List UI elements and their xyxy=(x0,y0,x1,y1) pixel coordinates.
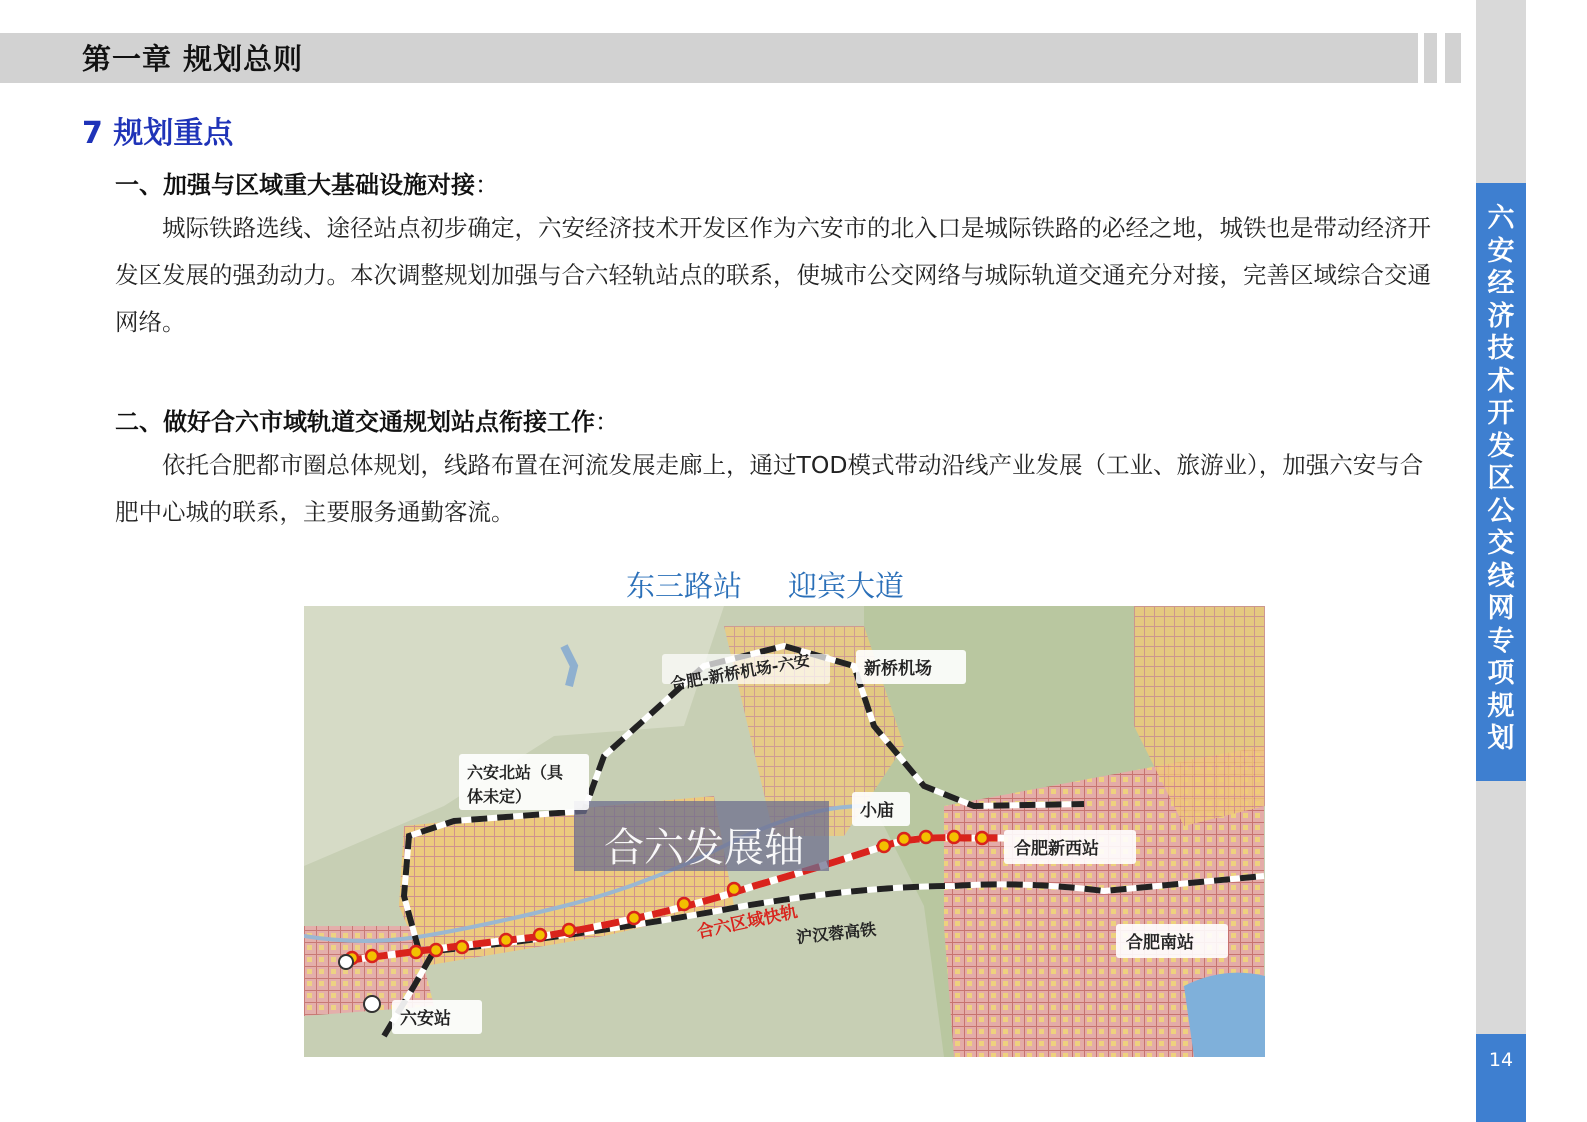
station-marker xyxy=(976,832,988,844)
sidebar-title-char: 技 xyxy=(1487,333,1515,364)
luan-north-label-2: 体未定） xyxy=(467,787,532,806)
point-1-heading-text: 一、加强与区域重大基础设施对接 xyxy=(115,171,475,199)
luan-north-label-1: 六安北站（具 xyxy=(467,763,564,782)
sidebar-title-char: 区 xyxy=(1487,463,1515,494)
sidebar-title-char: 发 xyxy=(1487,430,1515,462)
sidebar-title-char: 济 xyxy=(1487,300,1515,332)
station-marker xyxy=(410,946,422,958)
station-marker xyxy=(948,831,960,843)
point-1-heading xyxy=(115,165,499,200)
caption-station-2: 迎宾大道 xyxy=(788,569,905,603)
header-stripe xyxy=(1424,33,1437,83)
sidebar-title-char: 安 xyxy=(1487,235,1515,267)
chaohu-lake xyxy=(1184,973,1265,1057)
sidebar-document-title xyxy=(1476,183,1526,781)
sidebar-title-char: 交 xyxy=(1487,528,1515,559)
sidebar-title-char: 项 xyxy=(1487,658,1515,689)
xinqiao-line-label: 合肥-新桥机场-六安 xyxy=(668,650,812,694)
station-marker xyxy=(628,912,640,924)
point-1-colon: ： xyxy=(475,171,499,199)
rail-map xyxy=(304,606,1265,1057)
sidebar-top-band xyxy=(1476,0,1526,183)
sidebar-title-char: 公 xyxy=(1487,495,1515,527)
chapter-title: 第一章 规划总则 xyxy=(82,42,304,76)
station-marker xyxy=(456,941,468,953)
station-marker xyxy=(534,929,546,941)
hefei-south-label: 合肥南站 xyxy=(1126,933,1194,953)
sidebar-title-char: 术 xyxy=(1487,365,1515,397)
station-marker xyxy=(728,883,740,895)
luan-station-icon xyxy=(364,996,380,1012)
map-caption xyxy=(626,564,950,605)
station-marker xyxy=(678,898,690,910)
header-stripe xyxy=(1445,33,1461,83)
sidebar-title-char: 专 xyxy=(1487,625,1515,657)
axis-label: 合六发展轴 xyxy=(604,825,804,871)
point-2-heading-text: 二、做好合六市域轨道交通规划站点衔接工作 xyxy=(115,408,595,436)
sidebar-title-char: 六 xyxy=(1487,203,1515,234)
huhan-rail-label: 沪汉蓉高铁 xyxy=(795,919,877,947)
hefei-xixi-label: 合肥新西站 xyxy=(1014,839,1099,859)
page-number: 14 xyxy=(1476,1034,1526,1122)
sidebar-title-char: 开 xyxy=(1487,398,1515,429)
station-marker xyxy=(920,831,932,843)
sidebar-middle-band xyxy=(1476,781,1526,1034)
sidebar-title-char: 线 xyxy=(1487,560,1515,592)
sidebar-title-char: 规 xyxy=(1487,690,1515,722)
xiaomiao-label: 小庙 xyxy=(860,801,894,821)
sidebar-title-char: 划 xyxy=(1487,723,1515,754)
point-1-body: 城际铁路选线、途径站点初步确定，六安经济技术开发区作为六安市的北入口是城际铁路的必经之地，城铁也是带动经济开发区发展的强劲动力。本次调整规划加强与合六轻轨站点的联系，使城市公交网络与城际轨道交通充分对接，完善区域综合交通网络。 xyxy=(115,214,1431,336)
caption-station-1: 东三路站 xyxy=(626,569,743,603)
sidebar-title-char: 经 xyxy=(1487,268,1515,299)
station-marker xyxy=(898,833,910,845)
point-2-heading xyxy=(115,402,619,437)
station-marker xyxy=(430,944,442,956)
station-marker xyxy=(366,950,378,962)
luan-junction-icon xyxy=(339,955,353,969)
section-title: 7 规划重点 xyxy=(82,116,234,151)
station-marker xyxy=(563,924,575,936)
heliu-rail-label: 合六区域快轨 xyxy=(695,901,800,943)
airport-label: 新桥机场 xyxy=(864,659,932,679)
point-2-body: 依托合肥都市圈总体规划，线路布置在河流发展走廊上，通过TOD模式带动沿线产业发展（工业、旅游业），加强六安与合肥中心城的联系，主要服务通勤客流。 xyxy=(115,451,1424,526)
point-2-colon: ： xyxy=(595,408,619,436)
station-marker xyxy=(878,840,890,852)
sidebar-title-char: 网 xyxy=(1487,593,1515,624)
station-marker xyxy=(500,934,512,946)
luan-station-label: 六安站 xyxy=(400,1009,451,1029)
